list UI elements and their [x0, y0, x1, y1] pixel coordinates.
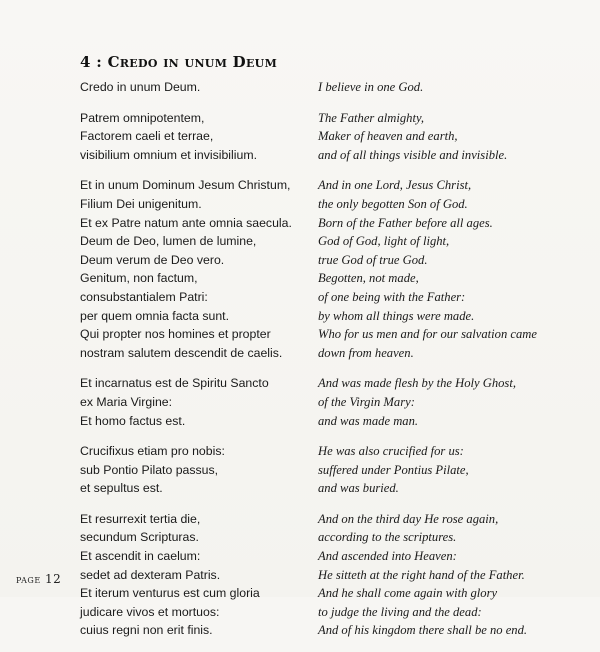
latin-text-column [80, 78, 315, 652]
latin-stanza [80, 109, 315, 165]
english-line: And was made flesh by the Holy Ghost, [318, 376, 516, 391]
english-line: And on the third day He rose again, [318, 511, 499, 526]
english-stanza [318, 442, 588, 498]
english-line: of the Virgin Mary: [318, 394, 415, 409]
english-translation-column [318, 78, 588, 652]
english-line: And in one Lord, Jesus Christ, [318, 178, 472, 193]
latin-line: secundum Scripturas. [80, 530, 199, 545]
latin-line: Qui propter nos homines et propter [80, 327, 271, 342]
english-line: Maker of heaven and earth, [318, 129, 458, 144]
english-line: Born of the Father before all ages. [318, 215, 493, 230]
english-stanza [318, 510, 588, 640]
latin-stanza [80, 442, 315, 498]
english-line: I believe in one God. [318, 80, 424, 94]
latin-line: per quem omnia facta sunt. [80, 308, 230, 323]
latin-line: Factorem caeli et terrae, [80, 129, 214, 144]
latin-line: et sepultus est. [80, 481, 163, 496]
english-line: true God of true God. [318, 252, 428, 267]
english-line: He was also crucified for us: [318, 444, 464, 459]
latin-line: consubstantialem Patri: [80, 289, 208, 304]
latin-line: Et ex Patre natum ante omnia saecula. [80, 215, 292, 230]
english-line: according to the scriptures. [318, 530, 457, 545]
latin-line: Et resurrexit tertia die, [80, 511, 201, 526]
english-line: The Father almighty, [318, 110, 424, 125]
english-line: And he shall come again with glory [318, 586, 498, 601]
latin-line: Et in unum Dominum Jesum Christum, [80, 178, 291, 193]
english-line: suffered under Pontius Pilate, [318, 462, 469, 477]
english-line: He sitteth at the right hand of the Father. [318, 567, 525, 582]
latin-stanza [80, 176, 315, 362]
english-line: by whom all things were made. [318, 308, 475, 323]
english-line: of one being with the Father: [318, 289, 466, 304]
latin-line: Et iterum venturus est cum gloria [80, 586, 260, 601]
latin-stanza [80, 78, 315, 97]
english-line: And ascended into Heaven: [318, 549, 457, 564]
english-line: And of his kingdom there shall be no end. [318, 623, 528, 638]
english-line: Begotten, not made, [318, 271, 419, 286]
english-line: down from heaven. [318, 345, 414, 360]
latin-line: Patrem omnipotentem, [80, 110, 205, 125]
latin-line: sub Pontio Pilato passus, [80, 462, 219, 477]
english-line: and of all things visible and invisible. [318, 147, 508, 162]
latin-line: Deum de Deo, lumen de lumine, [80, 234, 257, 249]
english-line: the only begotten Son of God. [318, 196, 468, 211]
latin-line: Credo in unum Deum. [80, 80, 201, 94]
latin-line: cuius regni non erit finis. [80, 623, 213, 638]
latin-line: Filium Dei unigenitum. [80, 196, 202, 211]
latin-line: Genitum, non factum, [80, 271, 198, 286]
latin-line: sedet ad dexteram Patris. [80, 567, 221, 582]
latin-line: nostram salutem descendit de caelis. [80, 345, 283, 360]
latin-line: judicare vivos et mortuos: [80, 604, 220, 619]
english-stanza [318, 78, 588, 97]
english-line: to judge the living and the dead: [318, 604, 482, 619]
section-heading: 4 : Credo in unum Deum [80, 53, 278, 71]
english-line: God of God, light of light, [318, 234, 450, 249]
latin-line: ex Maria Virgine: [80, 394, 173, 409]
english-line: and was made man. [318, 413, 419, 428]
english-line: Who for us men and for our salvation came [318, 327, 537, 342]
english-stanza [318, 176, 588, 362]
latin-stanza [80, 510, 315, 640]
english-line: and was buried. [318, 481, 399, 496]
latin-stanza [80, 374, 315, 430]
latin-line: Crucifixus etiam pro nobis: [80, 444, 225, 459]
latin-line: Et incarnatus est de Spiritu Sancto [80, 376, 269, 391]
latin-line: Et homo factus est. [80, 413, 186, 428]
page-number: page 12 [16, 572, 62, 586]
english-stanza [318, 374, 588, 430]
latin-line: Et ascendit in caelum: [80, 549, 201, 564]
latin-line: Deum verum de Deo vero. [80, 252, 225, 267]
english-stanza [318, 109, 588, 165]
latin-line: visibilium omnium et invisibilium. [80, 147, 257, 162]
